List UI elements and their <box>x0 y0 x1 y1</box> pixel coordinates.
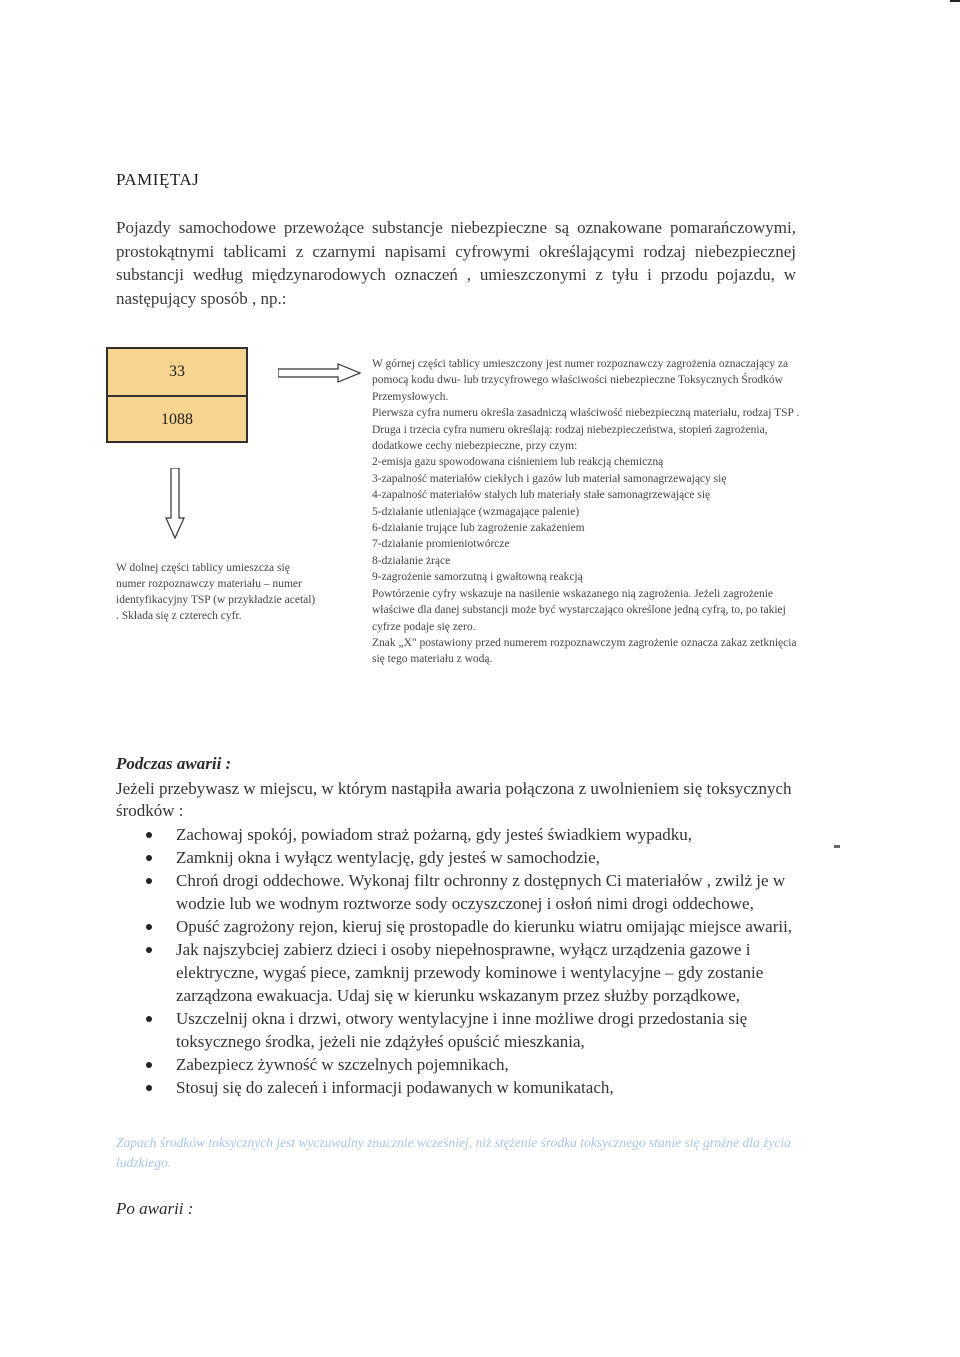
hazard-number-description <box>372 356 812 668</box>
warning-note: Zapach środków toksycznych jest wyczuwalny znacznie wcześniej, niż stężenie środka toksycznego stanie się groźne dla życia ludzkiego. <box>116 1135 791 1170</box>
plate-material-number: 1088 <box>161 411 193 428</box>
lower-plate-caption: W dolnej części tablicy umieszcza się numer rozpoznawczy materiału – numer identyfikacyjny TSP (w przykładzie acetal) . Składa się z czterech cyfr. <box>116 562 316 622</box>
list-item: Opuść zagrożony rejon, kieruj się prostopadle do kierunku wiatru omijając miejsce awarii, <box>146 915 806 938</box>
desc-paragraph: Pierwsza cyfra numeru określa zasadniczą właściwość niebezpieczną materiału, rodzaj TSP . Druga i trzecia cyfra numeru określają: rodzaj niebezpieczeństwa, stopień zagrożenia, dodatkowe cechy niebezpieczne, przy czym: <box>372 407 800 453</box>
desc-paragraph: W górnej części tablicy umieszczony jest numer rozpoznawczy zagrożenia oznaczający za pomocą kodu dwu- lub trzycyfrowego właściwości niebezpieczne Toksycznych Środków Przemysłowych. <box>372 358 789 403</box>
scan-mark <box>950 0 960 2</box>
bullet-icon <box>146 947 152 953</box>
desc-line: 6-działanie trujące lub zagrożenie zakażeniem <box>372 522 585 535</box>
scan-mark <box>834 845 840 848</box>
desc-line: 2-emisja gazu spowodowana ciśnieniem lub reakcją chemiczną <box>372 456 664 469</box>
section-heading-during-accident: Podczas awarii : <box>116 754 232 773</box>
arrow-right-icon <box>278 362 362 384</box>
list-item: Zamknij okna i wyłącz wentylację, gdy jesteś w samochodzie, <box>146 846 806 869</box>
bullet-icon <box>146 878 152 884</box>
desc-paragraph: Znak „X" postawiony przed numerem rozpoznawczym zagrożenie oznacza zakaz zetknięcia się tego materiału z wodą. <box>372 636 797 666</box>
list-item: Uszczelnij okna i drzwi, otwory wentylacyjne i inne możliwe drogi przedostania się toksycznego środka, jeżeli nie zdążyłeś opuścić mieszkania, <box>146 1007 806 1053</box>
hazard-plate <box>106 347 248 443</box>
list-item: Chroń drogi oddechowe. Wykonaj filtr ochronny z dostępnych Ci materiałów , zwilż je w wodzie lub we wodnym roztworze sody oczyszczonej i osłoń nimi drogi oddechowe, <box>146 869 806 915</box>
bullet-icon <box>146 832 152 838</box>
bullet-icon <box>146 855 152 861</box>
bullet-icon <box>146 924 152 930</box>
bullet-icon <box>146 1062 152 1068</box>
desc-line: 5-działanie utleniające (wzmagające palenie) <box>372 505 580 518</box>
desc-line: 7-działanie promieniotwórcze <box>372 538 510 551</box>
accident-steps-list <box>146 823 806 1099</box>
page-title: PAMIĘTAJ <box>116 170 200 189</box>
section-heading-after-accident: Po awarii : <box>116 1199 194 1218</box>
intro-paragraph: Pojazdy samochodowe przewożące substancje niebezpieczne są oznakowane pomarańczowymi, prostokątnymi tablicami z czarnymi napisami cyfrowymi określającymi rodzaj niebezpiecznej substancji według międzynarodowych oznaczeń , umieszczonymi z tyłu i przodu pojazdu, w następujący sposób , np.: <box>116 218 796 308</box>
list-item: Zachowaj spokój, powiadom straż pożarną, gdy jesteś świadkiem wypadku, <box>146 823 806 846</box>
list-item: Zabezpiecz żywność w szczelnych pojemnikach, <box>146 1053 806 1076</box>
plate-hazard-number: 33 <box>108 349 246 397</box>
accident-intro-text: Jeżeli przebywasz w miejscu, w którym nastąpiła awaria połączona z uwolnieniem się toksycznych środków : <box>116 779 792 820</box>
list-item: Stosuj się do zaleceń i informacji podawanych w komunikatach, <box>146 1076 806 1099</box>
bullet-icon <box>146 1016 152 1022</box>
arrow-down-icon <box>165 468 185 540</box>
desc-line: 9-zagrożenie samorzutną i gwałtowną reakcją <box>372 571 583 584</box>
desc-line: 4-zapalność materiałów stałych lub materiały stałe samonagrzewające się <box>372 489 711 502</box>
desc-line: 8-działanie żrące <box>372 554 451 567</box>
bullet-icon <box>146 1085 152 1091</box>
desc-line: 3-zapalność materiałów ciekłych i gazów lub materiał samonagrzewający się <box>372 472 727 485</box>
list-item: Jak najszybciej zabierz dzieci i osoby niepełnosprawne, wyłącz urządzenia gazowe i elektryczne, wygaś piece, zamknij przewody kominowe i wentylacyjne – gdy zostanie zarządzona ewakuacja. Udaj się w kierunku wskazanym przez służby porządkowe, <box>146 938 806 1007</box>
desc-paragraph: Powtórzenie cyfry wskazuje na nasilenie wskazanego nią zagrożenia. Jeżeli zagrożenie właściwe dla danej substancji może być wystarczająco określone jedną cyfrą, to, po takiej cyfrze podaje się zero. <box>372 587 786 633</box>
